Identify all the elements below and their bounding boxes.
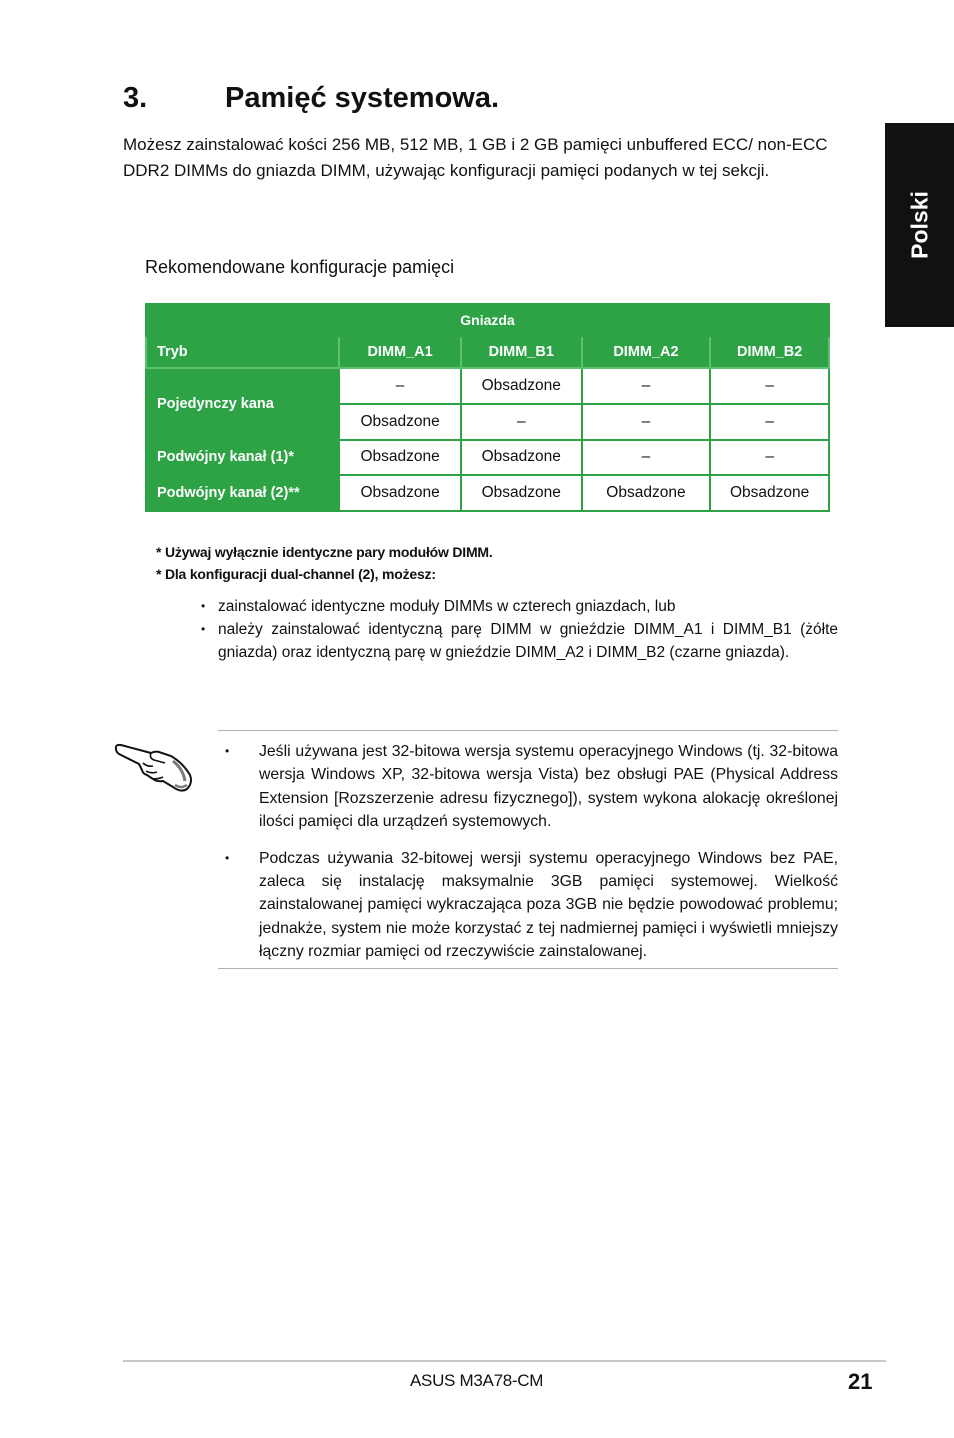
table-cell: – xyxy=(461,404,582,440)
table-cell: – xyxy=(339,368,461,404)
language-tab xyxy=(885,123,954,327)
section-title: Pamięć systemowa. xyxy=(225,82,500,114)
dual-channel-options xyxy=(201,595,838,664)
intro-paragraph: Możesz zainstalować kości 256 MB, 512 MB, 1 GB i 2 GB pamięci unbuffered ECC/ non-ECC DDR2 DIMMs do gniazda DIMM, używając konfiguracji pamięci podanych w tej sekcji. xyxy=(123,135,828,180)
pointing-hand-icon xyxy=(113,735,195,795)
column-header-cell: DIMM_B2 xyxy=(710,336,829,368)
table-cell: – xyxy=(710,404,829,440)
note-box xyxy=(222,740,838,977)
page-number: 21 xyxy=(848,1369,873,1394)
table-cell: – xyxy=(710,368,829,404)
table-cell: – xyxy=(582,440,711,476)
list-item: • należy zainstalować identyczną parę DIMM w gnieździe DIMM_A1 i DIMM_B1 (żółte gniazda) oraz identyczną parę w gnieździe DIMM_A2 i DIMM_B2 (czarne gniazda). xyxy=(201,618,838,664)
table-row xyxy=(146,440,829,476)
column-header-cell: DIMM_B1 xyxy=(461,336,582,368)
table-cell: – xyxy=(582,368,711,404)
table-footnotes xyxy=(156,541,493,585)
column-header-cell: DIMM_A1 xyxy=(339,336,461,368)
table-cell: Obsadzone xyxy=(461,475,582,511)
table-cell: – xyxy=(710,440,829,476)
group-header-cell: Gniazda xyxy=(146,304,829,336)
list-item: • Jeśli używana jest 32-bitowa wersja systemu operacyjnego Windows (tj. 32-bitowa wersja Windows XP, 32-bitowa wersja Vista) bez obsługi PAE (Physical Address Extension [Rozszerzenie adresu fizycznego]), system wykona alokację określonej ilości pamięci dla urządzeń systemowych. xyxy=(222,740,838,834)
table-cell: Obsadzone xyxy=(339,404,461,440)
mode-header-cell: Tryb xyxy=(146,336,339,368)
column-header-cell: DIMM_A2 xyxy=(582,336,711,368)
mode-label-dual-2: Podwójny kanał (2)** xyxy=(146,475,339,511)
table-column-header-row xyxy=(146,336,829,368)
table-cell: – xyxy=(582,404,711,440)
section-number: 3. xyxy=(123,82,148,114)
table-cell: Obsadzone xyxy=(339,475,461,511)
footer-model-name: ASUS M3A78-CM xyxy=(410,1371,544,1390)
table-cell: Obsadzone xyxy=(339,440,461,476)
mode-label-single: Pojedynczy kana xyxy=(146,368,339,439)
mode-label-dual-1: Podwójny kanał (1)* xyxy=(146,440,339,476)
section-heading xyxy=(123,82,499,115)
memory-config-table xyxy=(145,303,830,512)
table-cell: Obsadzone xyxy=(710,475,829,511)
footnote-identical-pairs: * Używaj wyłącznie identyczne pary modułów DIMM. xyxy=(156,544,493,560)
list-item: • zainstalować identyczne moduły DIMMs w czterech gniazdach, lub xyxy=(201,595,838,618)
footer-divider xyxy=(123,1360,886,1362)
table-row xyxy=(146,368,829,404)
table-group-header-row xyxy=(146,304,829,336)
table-cell: Obsadzone xyxy=(582,475,711,511)
table-cell: Obsadzone xyxy=(461,440,582,476)
table-caption: Rekomendowane konfiguracje pamięci xyxy=(145,257,455,277)
table-row xyxy=(146,475,829,511)
language-tab-label: Polski xyxy=(906,191,932,259)
note-bottom-divider xyxy=(218,968,838,969)
footnote-dual-channel: * Dla konfiguracji dual-channel (2), możesz: xyxy=(156,566,436,582)
list-item: • Podczas używania 32-bitowej wersji systemu operacyjnego Windows bez PAE, zaleca się instalację maksymalnie 3GB pamięci systemowej. Wielkość zainstalowanej pamięci wykraczająca poza 3GB nie będzie powodować problemu; jednakże, system nie może korzystać z tej nadmiernej pamięci i wyświetli mniejszy łączny rozmiar pamięci od rzeczywiście zainstalowanej. xyxy=(222,847,838,964)
table-cell: Obsadzone xyxy=(461,368,582,404)
note-top-divider xyxy=(218,730,838,731)
